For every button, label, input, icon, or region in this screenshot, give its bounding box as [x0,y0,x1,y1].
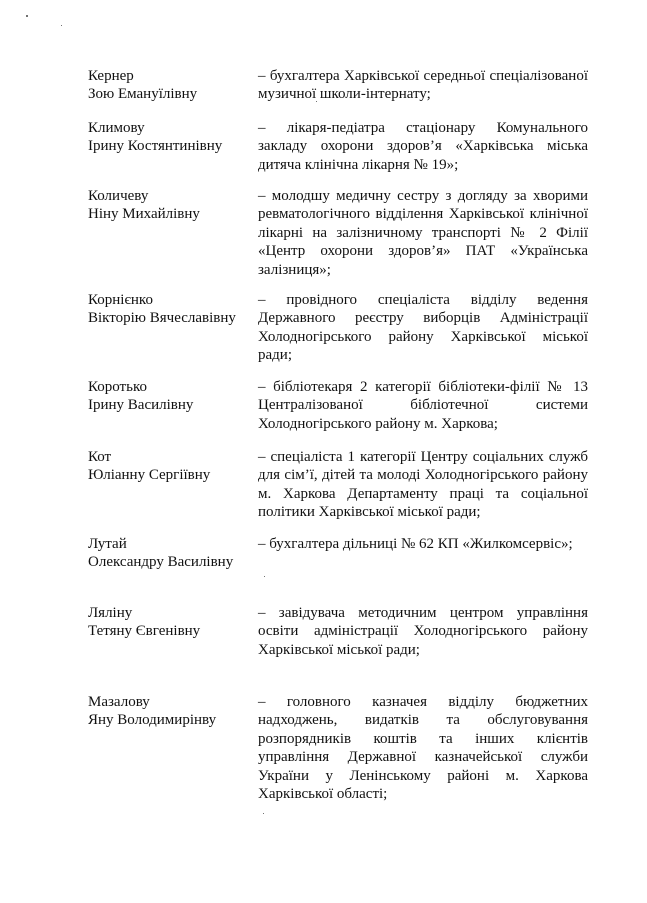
description-line: освіти адміністрації Холодногірського району [258,623,588,640]
person-name [88,119,253,155]
surname: Лутай [88,536,127,552]
given-names: Тетяну Євгенівну [88,623,201,639]
surname: Ляліну [88,605,133,621]
person-name [88,693,253,729]
description-line: України у Ленінському районі м. Харкова [258,767,588,784]
description-line: Харківської області; [258,785,388,802]
description-line: – головного казначея відділу бюджетних [258,694,588,710]
person-name [88,535,253,571]
scan-speck [26,15,28,17]
position-description [258,448,588,522]
surname: Мазалову [88,694,150,710]
surname: Кот [88,449,112,465]
description-line: – провідного спеціаліста відділу ведення [258,292,588,308]
person-name [88,291,253,327]
description-line: Централізованої бібліотечної системи [258,397,588,414]
position-description [258,187,588,279]
position-description [258,291,588,365]
surname: Количеву [88,188,149,204]
description-line: – молодшу медичну сестру з догляду за хворими [258,188,588,204]
description-line: «Центр охорони здоров’я» ПАТ «Українська [258,243,588,260]
description-line: Харківської міської ради; [258,641,420,658]
description-line: – бухгалтера Харківської середньої спеціалізованої [258,68,588,84]
given-names: Олександру Василівну [88,554,234,570]
position-description [258,535,588,553]
position-description [258,119,588,174]
description-line: дитяча клінічна лікарня № 19»; [258,156,459,173]
person-name [88,378,253,414]
description-line: – спеціаліста 1 категорії Центру соціальних служб [258,449,588,465]
surname: Кернер [88,68,134,84]
given-names: Юліанну Сергіївну [88,467,211,483]
given-names: Ірину Костянтинівну [88,138,223,154]
given-names: Ірину Василівну [88,397,194,413]
person-name [88,604,253,640]
description-line: для сім’ї, дітей та молоді Холодногірського району [258,467,588,484]
description-line: музичної школи-інтернату; [258,86,431,103]
scan-speck [264,576,265,577]
description-line: залізниця»; [258,261,331,278]
surname: Коротько [88,379,147,395]
description-line: м. Харкова Департаменту праці та соціальної [258,485,588,502]
position-description [258,67,588,104]
description-line: – завідувача методичним центром управління [258,605,588,621]
description-line: лікарні на залізничному транспорті № 2 Філії [258,224,588,241]
description-line: Державного реєстру виборців Адміністрації [258,310,588,327]
description-line: політики Харківської міської ради; [258,504,481,521]
description-line: закладу охорони здоров’я «Харківська міська [258,138,588,155]
description-line: – лікаря-педіатра стаціонару Комунального [258,120,588,136]
description-line: Холодногірського району м. Харкова; [258,415,498,432]
person-name [88,448,253,484]
surname: Корнієнко [88,292,153,308]
given-names: Зою Емануїлівну [88,86,198,102]
description-line: ради; [258,347,292,364]
person-name [88,67,253,103]
description-line: ревматологічного відділення Харківської клінічної [258,206,588,223]
description-line: Холодногірського району Харківської міської [258,328,588,345]
description-line: надходжень, видатків та обслуговування [258,712,588,729]
scan-speck [263,813,264,814]
person-name [88,187,253,223]
given-names: Яну Володимирінву [88,712,217,728]
description-line: – бухгалтера дільниці № 62 КП «Жилкомсервіс»; [258,536,573,552]
given-names: Вікторію Вячеславівну [88,310,236,326]
description-line: – бібліотекаря 2 категорії бібліотеки-філії № 13 [258,379,588,395]
position-description [258,378,588,433]
position-description [258,693,588,803]
position-description [258,604,588,659]
surname: Климову [88,120,145,136]
description-line: розпорядників коштів та інших клієнтів [258,730,588,747]
scan-speck [61,25,62,26]
given-names: Ніну Михайлівну [88,206,200,222]
description-line: управління Державної казначейської служби [258,749,588,766]
